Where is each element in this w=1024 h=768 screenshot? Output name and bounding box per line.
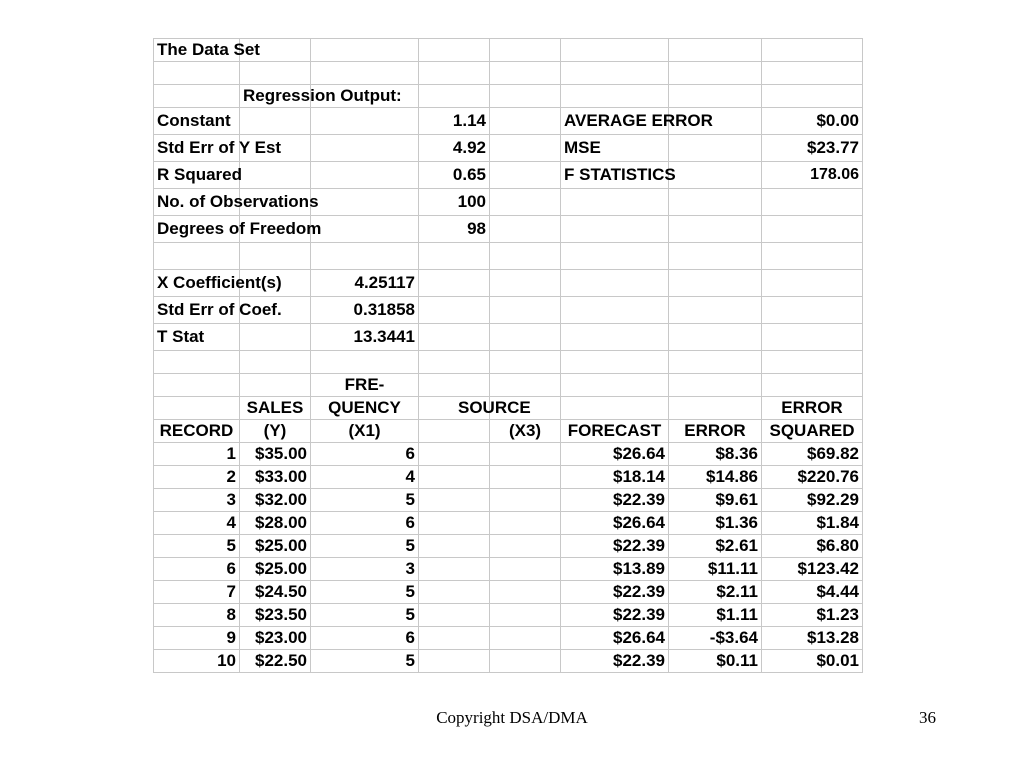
- std-err-y-row: [154, 135, 863, 162]
- sales-header-line-1: SALES: [240, 397, 311, 420]
- record-cell: 10: [154, 650, 240, 673]
- record-cell: 1: [154, 443, 240, 466]
- error-squared-header-line-2: SQUARED: [762, 420, 863, 443]
- error-cell: $14.86: [669, 466, 762, 489]
- mse-value: $23.77: [762, 135, 863, 162]
- x-coefficient-row: [154, 270, 863, 297]
- forecast-cell: $26.64: [561, 443, 669, 466]
- error-squared-cell: $0.01: [762, 650, 863, 673]
- frequency-cell: 6: [311, 443, 419, 466]
- std-err-coef-label: Std Err of Coef.: [154, 297, 240, 324]
- sales-cell: $25.00: [240, 558, 311, 581]
- frequency-cell: 5: [311, 581, 419, 604]
- error-cell: $0.11: [669, 650, 762, 673]
- error-cell: $8.36: [669, 443, 762, 466]
- x-coefficient-label: X Coefficient(s): [154, 270, 240, 297]
- error-squared-cell: $123.42: [762, 558, 863, 581]
- error-squared-cell: $1.84: [762, 512, 863, 535]
- f-statistics-value: 178.06: [762, 162, 863, 189]
- forecast-cell: $26.64: [561, 512, 669, 535]
- table-row: [154, 558, 863, 581]
- forecast-cell: $22.39: [561, 535, 669, 558]
- sales-cell: $35.00: [240, 443, 311, 466]
- error-squared-cell: $69.82: [762, 443, 863, 466]
- t-stat-label: T Stat: [154, 324, 240, 351]
- degrees-of-freedom-value: 98: [419, 216, 490, 243]
- x-coefficient-value: 4.25117: [311, 270, 419, 297]
- frequency-cell: 5: [311, 535, 419, 558]
- regression-output-header: Regression Output:: [240, 85, 311, 108]
- error-header: ERROR: [669, 420, 762, 443]
- frequency-cell: 3: [311, 558, 419, 581]
- record-cell: 8: [154, 604, 240, 627]
- blank-row: [154, 62, 863, 85]
- record-cell: 6: [154, 558, 240, 581]
- sales-cell: $22.50: [240, 650, 311, 673]
- error-cell: $9.61: [669, 489, 762, 512]
- table-row: [154, 581, 863, 604]
- std-err-coef-value: 0.31858: [311, 297, 419, 324]
- mse-label: MSE: [561, 135, 669, 162]
- error-cell: $2.61: [669, 535, 762, 558]
- error-squared-header-line-1: ERROR: [762, 397, 863, 420]
- regression-header-row: [154, 85, 863, 108]
- frequency-cell: 6: [311, 627, 419, 650]
- frequency-cell: 5: [311, 650, 419, 673]
- frequency-header-line-2: QUENCY: [311, 397, 419, 420]
- t-stat-value: 13.3441: [311, 324, 419, 351]
- observations-label: No. of Observations: [154, 189, 240, 216]
- frequency-header-line-1: FRE-: [311, 374, 419, 397]
- record-cell: 7: [154, 581, 240, 604]
- record-cell: 2: [154, 466, 240, 489]
- footer-copyright: Copyright DSA/DMA: [436, 708, 588, 727]
- header-row-1: [154, 374, 863, 397]
- sales-cell: $24.50: [240, 581, 311, 604]
- source-header-line-1: SOURCE: [419, 397, 490, 420]
- sales-header-line-2: (Y): [240, 420, 311, 443]
- std-err-y-label: Std Err of Y Est: [154, 135, 240, 162]
- error-cell: -$3.64: [669, 627, 762, 650]
- f-statistics-label: F STATISTICS: [561, 162, 669, 189]
- r-squared-row: [154, 162, 863, 189]
- sheet-title: The Data Set: [154, 39, 240, 62]
- error-squared-cell: $4.44: [762, 581, 863, 604]
- t-stat-row: [154, 324, 863, 351]
- frequency-cell: 5: [311, 604, 419, 627]
- forecast-cell: $22.39: [561, 489, 669, 512]
- observations-row: [154, 189, 863, 216]
- table-row: [154, 443, 863, 466]
- header-row-3: [154, 420, 863, 443]
- frequency-header-line-3: (X1): [311, 420, 419, 443]
- forecast-cell: $22.39: [561, 604, 669, 627]
- error-cell: $11.11: [669, 558, 762, 581]
- std-err-coef-row: [154, 297, 863, 324]
- constant-label: Constant: [154, 108, 240, 135]
- spreadsheet-table: [153, 38, 863, 673]
- table-row: [154, 650, 863, 673]
- error-squared-cell: $92.29: [762, 489, 863, 512]
- forecast-cell: $18.14: [561, 466, 669, 489]
- forecast-cell: $26.64: [561, 627, 669, 650]
- constant-value: 1.14: [419, 108, 490, 135]
- source-header-line-2: (X3): [490, 420, 561, 443]
- forecast-header: FORECAST: [561, 420, 669, 443]
- degrees-of-freedom-label: Degrees of Freedom: [154, 216, 240, 243]
- degrees-of-freedom-row: [154, 216, 863, 243]
- header-row-2: [154, 397, 863, 420]
- table-row: [154, 466, 863, 489]
- record-cell: 3: [154, 489, 240, 512]
- error-squared-cell: $13.28: [762, 627, 863, 650]
- sales-cell: $32.00: [240, 489, 311, 512]
- record-cell: 4: [154, 512, 240, 535]
- constant-row: [154, 108, 863, 135]
- r-squared-label: R Squared: [154, 162, 240, 189]
- error-squared-cell: $1.23: [762, 604, 863, 627]
- table-row: [154, 512, 863, 535]
- std-err-y-value: 4.92: [419, 135, 490, 162]
- forecast-cell: $22.39: [561, 581, 669, 604]
- page-number: 36: [919, 708, 936, 727]
- sales-cell: $23.00: [240, 627, 311, 650]
- title-row: [154, 39, 863, 62]
- record-cell: 9: [154, 627, 240, 650]
- table-row: [154, 604, 863, 627]
- error-squared-cell: $220.76: [762, 466, 863, 489]
- error-cell: $1.11: [669, 604, 762, 627]
- sales-cell: $25.00: [240, 535, 311, 558]
- frequency-cell: 4: [311, 466, 419, 489]
- observations-value: 100: [419, 189, 490, 216]
- error-squared-cell: $6.80: [762, 535, 863, 558]
- sales-cell: $23.50: [240, 604, 311, 627]
- blank-row: [154, 243, 863, 270]
- record-header: RECORD: [154, 420, 240, 443]
- table-row: [154, 535, 863, 558]
- forecast-cell: $13.89: [561, 558, 669, 581]
- average-error-value: $0.00: [762, 108, 863, 135]
- sales-cell: $28.00: [240, 512, 311, 535]
- frequency-cell: 6: [311, 512, 419, 535]
- blank-row: [154, 351, 863, 374]
- record-cell: 5: [154, 535, 240, 558]
- error-cell: $2.11: [669, 581, 762, 604]
- average-error-label: AVERAGE ERROR: [561, 108, 669, 135]
- error-cell: $1.36: [669, 512, 762, 535]
- r-squared-value: 0.65: [419, 162, 490, 189]
- forecast-cell: $22.39: [561, 650, 669, 673]
- sales-cell: $33.00: [240, 466, 311, 489]
- frequency-cell: 5: [311, 489, 419, 512]
- table-row: [154, 627, 863, 650]
- table-row: [154, 489, 863, 512]
